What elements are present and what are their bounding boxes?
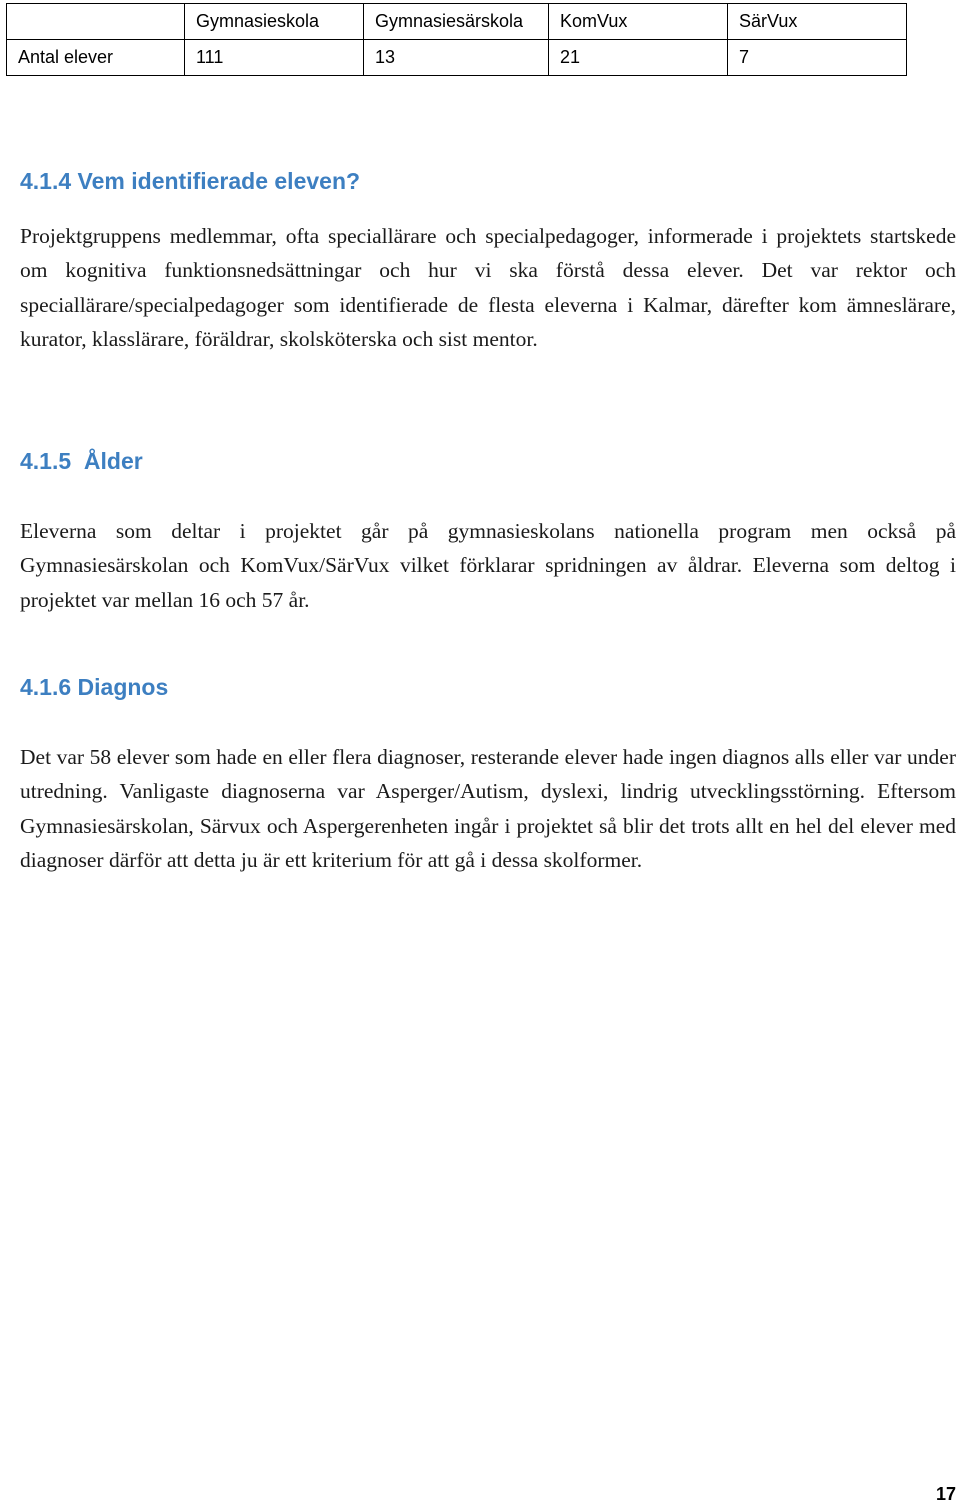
section-heading: 4.1.4 Vem identifierade eleven? — [20, 168, 361, 194]
table-header-row — [7, 4, 907, 40]
table-row-label: Antal elever — [7, 40, 185, 76]
section-heading: 4.1.5 Ålder — [20, 448, 143, 474]
student-count-table — [6, 3, 907, 76]
table-cell: 21 — [549, 40, 728, 76]
table-cell: 111 — [185, 40, 364, 76]
table-cell: 13 — [364, 40, 549, 76]
table-header-cell: SärVux — [728, 4, 907, 40]
section-paragraph: Det var 58 elever som hade en eller flera diagnoser, resterande elever hade ingen diagnos alls eller var under utredning. Vanligaste diagnoserna var Asperger/Autism, dyslexi, lindrig utvecklingsstörning. Eftersom Gymnasiesärskolan, Särvux och Aspergerenheten ingår i projektet så blir det trots allt en hel del elever med diagnoser därför att detta ju är ett kriterium för att gå i dessa skolformer. — [20, 745, 956, 872]
table-header-cell — [7, 4, 185, 40]
page-number: 17 — [935, 1484, 956, 1504]
table-header-cell: KomVux — [549, 4, 728, 40]
table-row — [7, 40, 907, 76]
section-heading: 4.1.6 Diagnos — [20, 674, 169, 700]
table-header-cell: Gymnasieskola — [185, 4, 364, 40]
table-cell: 7 — [728, 40, 907, 76]
section-paragraph: Projektgruppens medlemmar, ofta speciallärare och specialpedagoger, informerade i projektets startskede om kognitiva funktionsnedsättningar och hur vi ska förstå dessa elever. Det var rektor och speciallärare/specialpedagoger som identifierade de flesta eleverna i Kalmar, därefter kom ämneslärare, kurator, klasslärare, föräldrar, skolsköterska och sist mentor. — [20, 224, 956, 351]
table-header-cell: Gymnasiesärskola — [364, 4, 549, 40]
section-paragraph: Eleverna som deltar i projektet går på gymnasieskolans nationella program men också på Gymnasiesärskolan och KomVux/SärVux vilket förklarar spridningen av åldrar. Eleverna som deltog i projektet var mellan 16 och 57 år. — [20, 519, 956, 612]
